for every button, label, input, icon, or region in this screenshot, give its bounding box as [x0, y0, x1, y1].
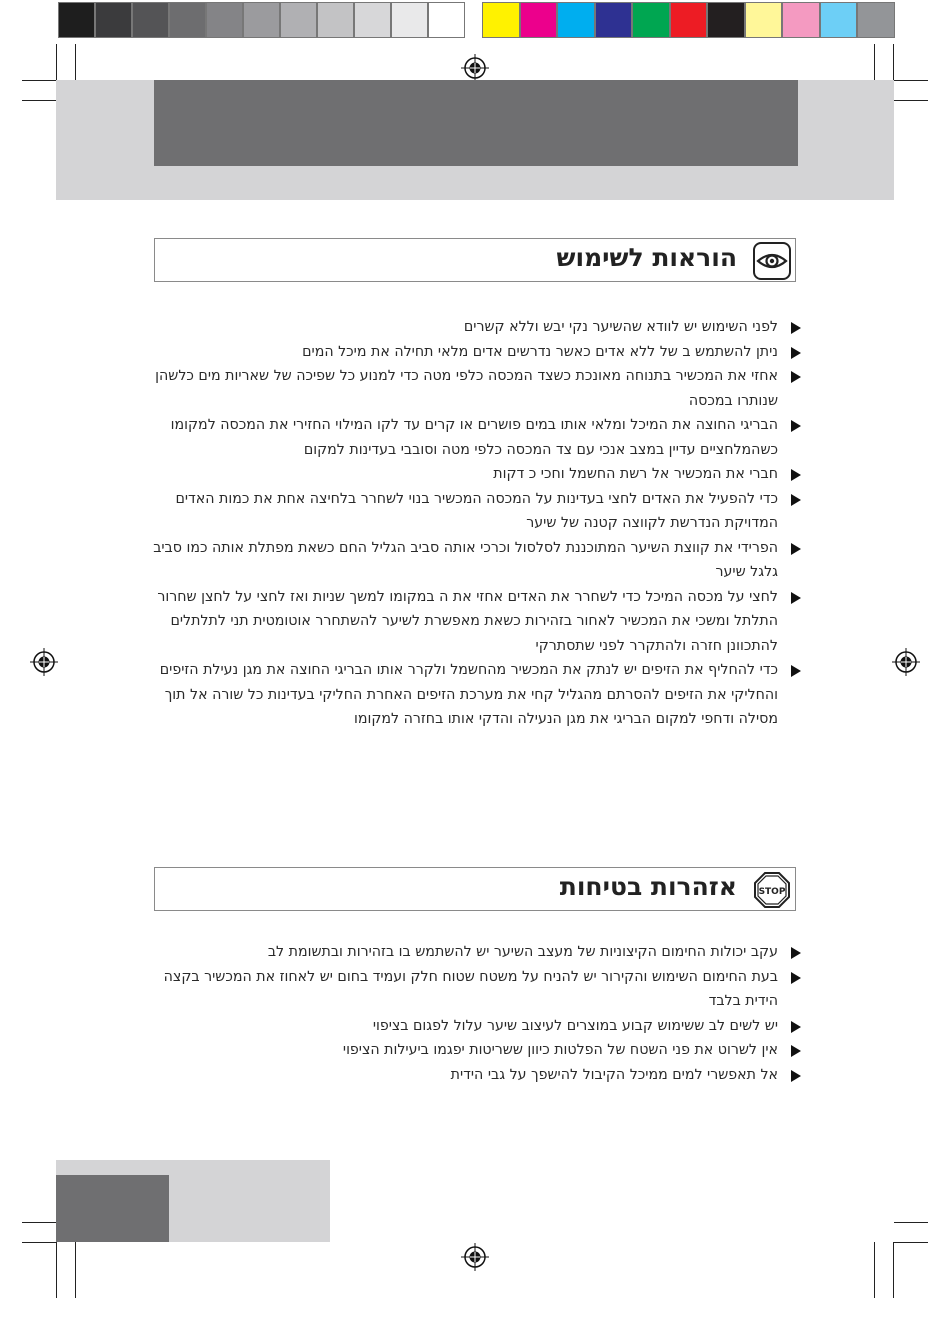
- bullet-arrow-icon: [791, 347, 801, 359]
- crop-mark: [22, 80, 56, 81]
- registration-mark-icon: [461, 54, 489, 82]
- crop-mark: [893, 44, 894, 80]
- list-item: [150, 965, 778, 1014]
- list-item-text: לחצי על מכסה המיכל כדי לשחרר את האדים אחזי את ה במקומו למשך שניות ואז לחצי על לחצן שחרור התלתל ומשכי את המכשיר לאחור בזהירות כשאת מאפשרת לשיער להשתחרר אוטומטית תני לתלתלים להתכוונן חזרה ולהתקרר לפני שתסתרקי: [157, 588, 778, 654]
- list-item-text: כדי להפעיל את האדים לחצי בעדינות על המכסה המכשיר בנוי לשחרר בלחיצה אחת את כמות האדים המדויקת הנדרשת לקווצה קטנה של שיער: [175, 490, 778, 531]
- list-item: [150, 487, 778, 536]
- eye-icon: [753, 242, 791, 280]
- bullet-arrow-icon: [791, 1045, 801, 1057]
- gray-swatch: [354, 2, 391, 38]
- gray-swatch: [317, 2, 354, 38]
- header-dark-band: [154, 80, 798, 166]
- list-item-text: אל תאפשרי למים ממיכל הקיבול להישפך על גבי הידית: [450, 1066, 778, 1083]
- bullet-arrow-icon: [791, 420, 801, 432]
- usage-section-header: [154, 238, 796, 282]
- list-item-text: יש לשים לב ששימוש קבוע במוצרים לעיצוב שיער עלול לפגום בציפוי: [372, 1017, 778, 1034]
- registration-mark-icon: [461, 1243, 489, 1271]
- color-swatch: [595, 2, 633, 38]
- gray-swatch: [95, 2, 132, 38]
- list-item-text: כדי להחליף את הזיפים יש לנתק את המכשיר מהחשמל ולקרר אותו הבריגי החוצה את מגן נעילת הזיפים והחליקי את הזיפים להסרתם מהגליל קחי את מערכת הזיפים האחרת החליקי בעדינות כל שורה אל תוך מסילה ודחפי למקום הבריגי את מגן הנעילה והדקי אותו בחזרה למקומו: [159, 662, 778, 727]
- list-item: [150, 413, 778, 462]
- color-swatch: [707, 2, 745, 38]
- gray-swatch: [58, 2, 95, 38]
- list-item-text: בעת החימום השימוש והקירור יש להניח על משטח שטוח חלק ועמיד בחום יש לאחוז את המכשיר בקצה הידית בלבד: [163, 968, 778, 1009]
- crop-mark: [874, 44, 875, 80]
- gray-swatch: [243, 2, 280, 38]
- list-item: [150, 1063, 778, 1088]
- gray-swatch: [280, 2, 317, 38]
- list-item: [150, 585, 778, 659]
- list-item-text: אין לשרוט את פני השטח של הפלטות כיוון ששריטות יפגמו ביעילות הציפוי: [342, 1042, 778, 1058]
- bullet-arrow-icon: [791, 543, 801, 555]
- color-swatch: [520, 2, 558, 38]
- list-item-text: הפרידי את קווצת השיער המתוכננת לסלסול וכרכי אותה סביב הגליל החם כשאת מפתלת אותה כמו סביב גלגל שיער: [153, 539, 778, 580]
- crop-mark: [893, 1242, 894, 1298]
- list-item: [150, 1038, 778, 1063]
- gray-swatch: [206, 2, 243, 38]
- bullet-arrow-icon: [791, 592, 801, 604]
- bullet-arrow-icon: [791, 972, 801, 984]
- bullet-arrow-icon: [791, 494, 801, 506]
- usage-section-title: הוראות לשימוש: [556, 243, 737, 272]
- bullet-arrow-icon: [791, 665, 801, 677]
- list-item: [150, 658, 778, 732]
- list-item: [150, 462, 778, 487]
- gray-swatch: [132, 2, 169, 38]
- list-item: [150, 364, 778, 413]
- list-item-text: לפני השימוש יש לוודא שהשיער נקי יבש וללא קשרים: [463, 319, 778, 335]
- crop-mark: [22, 100, 56, 101]
- stop-sign-label: STOP: [758, 887, 786, 897]
- crop-mark: [56, 1242, 57, 1298]
- stop-sign-icon: [753, 871, 791, 909]
- usage-instructions-list: [150, 315, 778, 732]
- registration-mark-icon: [892, 648, 920, 676]
- bullet-arrow-icon: [791, 947, 801, 959]
- color-swatch: [557, 2, 595, 38]
- list-item: [150, 340, 778, 365]
- color-swatch: [820, 2, 858, 38]
- color-swatch: [482, 2, 520, 38]
- gray-swatch: [391, 2, 428, 38]
- crop-mark: [75, 44, 76, 80]
- crop-mark: [894, 1222, 928, 1223]
- color-swatch: [782, 2, 820, 38]
- crop-mark: [22, 1222, 56, 1223]
- list-item-text: ניתן להשתמש ב של ללא אדים כאשר נדרשים אדים מלאי תחילה את מיכל המים: [302, 343, 778, 360]
- bullet-arrow-icon: [791, 322, 801, 334]
- crop-mark: [75, 1242, 76, 1298]
- list-item: [150, 940, 778, 965]
- bullet-arrow-icon: [791, 1021, 801, 1033]
- list-item: [150, 536, 778, 585]
- safety-section-title: אזהרות בטיחות: [559, 872, 737, 901]
- color-swatch: [745, 2, 783, 38]
- list-item-text: עקב יכולות החימום הקיצוניות של מעצב השיער יש להשתמש בו בזהירות ובתשומת לב: [267, 944, 778, 960]
- safety-warnings-list: [150, 940, 778, 1087]
- list-item: [150, 315, 778, 340]
- footer-dark-band: [56, 1175, 169, 1242]
- crop-mark: [894, 1242, 928, 1243]
- bullet-arrow-icon: [791, 469, 801, 481]
- bullet-arrow-icon: [791, 1070, 801, 1082]
- list-item-text: חברי את המכשיר אל רשת החשמל וחכי כ דקות: [493, 466, 778, 482]
- crop-mark: [874, 1242, 875, 1298]
- gray-swatch: [169, 2, 206, 38]
- crop-mark: [894, 100, 928, 101]
- gray-swatch: [428, 2, 465, 38]
- color-swatch: [857, 2, 895, 38]
- list-item-text: הבריגי החוצה את המיכל ומלאי אותו במים פושרים או קרים עד לקו המילוי החזירי את המכסה למקומו כשהמלחציים עדיין במצב אנכי עם צד המכסה כלפי מטה וסובבי בעדינות למקום: [170, 417, 778, 458]
- list-item-text: אחזי את המכשיר בתנוחה מאונכת כשצד המכסה כלפי מטה כדי למנוע כל שפיכה של שאריות מים כלשהן שנותרו במכסה: [155, 368, 778, 409]
- color-swatch: [632, 2, 670, 38]
- bullet-arrow-icon: [791, 371, 801, 383]
- safety-section-header: [154, 867, 796, 911]
- list-item: [150, 1014, 778, 1039]
- color-swatch: [670, 2, 708, 38]
- registration-mark-icon: [30, 648, 58, 676]
- crop-mark: [22, 1242, 56, 1243]
- crop-mark: [894, 80, 928, 81]
- crop-mark: [56, 44, 57, 80]
